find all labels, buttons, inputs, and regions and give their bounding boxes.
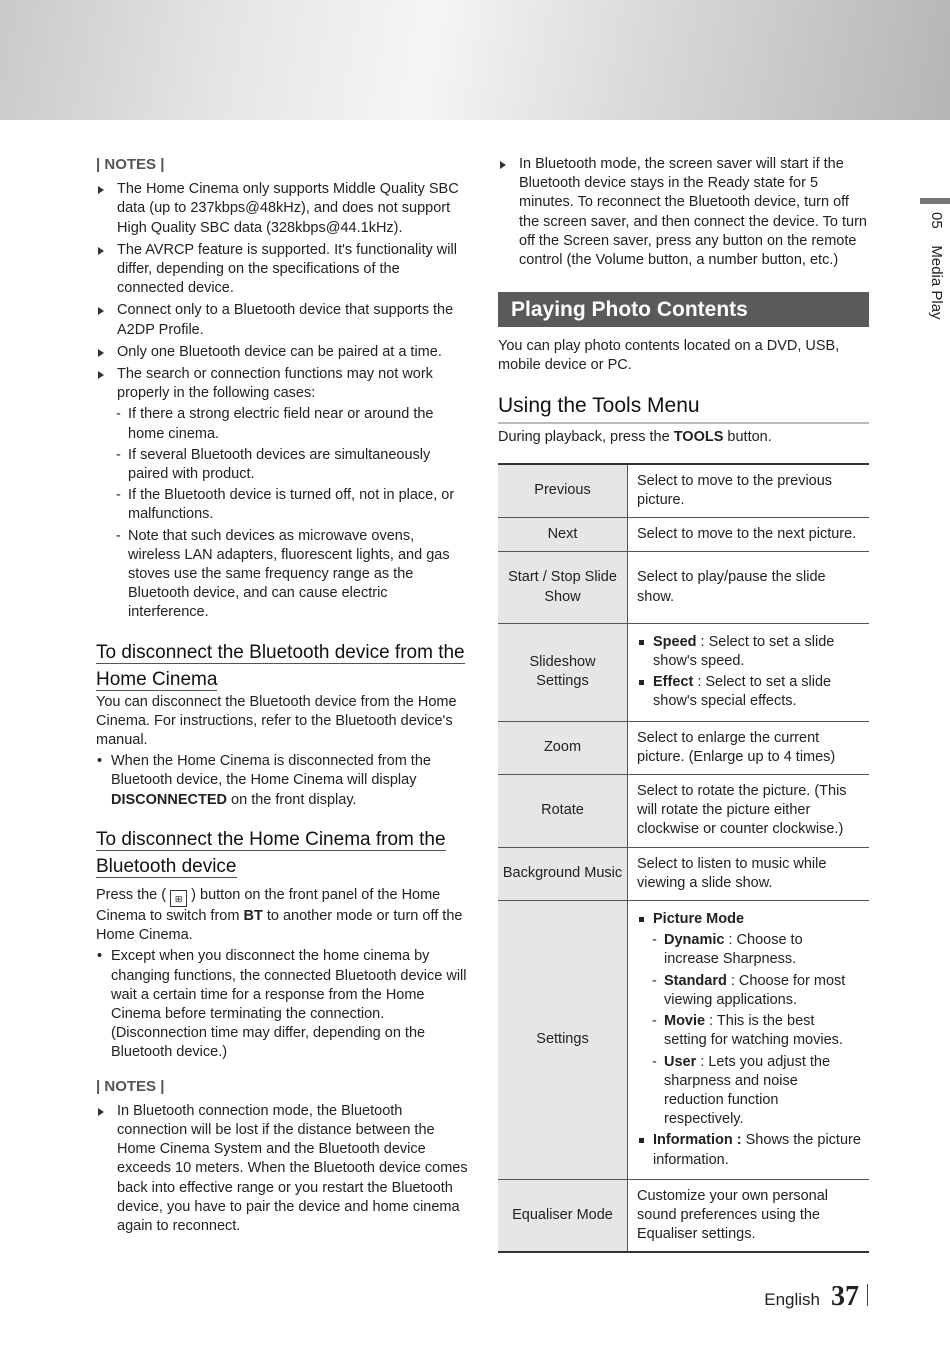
disconnect-device-text: You can disconnect the Bluetooth device from the Home Cinema. For instructions, refer to the Bluetooth device's manual. xyxy=(96,693,457,749)
section-title: Playing Photo Contents xyxy=(498,292,869,327)
notes-label: | NOTES | xyxy=(96,1077,165,1095)
case-item: - If several Bluetooth devices are simultaneously paired with product. xyxy=(117,446,468,484)
row-label: Background Music xyxy=(498,847,628,900)
row-desc: Select to listen to music while viewing a slide show. xyxy=(628,847,870,900)
table-row xyxy=(498,623,869,721)
table-row xyxy=(498,901,869,1180)
row-label: Zoom xyxy=(498,721,628,774)
case-item: - If there a strong electric field near or around the home cinema. xyxy=(117,405,468,443)
row-desc xyxy=(628,901,870,1180)
row-desc: Customize your own personal sound preferences using the Equaliser settings. xyxy=(628,1179,870,1252)
row-label: Next xyxy=(498,518,628,552)
table-row xyxy=(498,1179,869,1252)
notes-list xyxy=(96,180,468,622)
row-label: Start / Stop Slide Show xyxy=(498,552,628,623)
row-desc: Select to play/pause the slide show. xyxy=(628,552,870,623)
mode-item: - User : Lets you adjust the sharpness and noise reduction function respectively. xyxy=(653,1053,861,1130)
row-desc: Select to move to the next picture. xyxy=(628,518,870,552)
header-band xyxy=(0,0,950,120)
note-item: The Home Cinema only supports Middle Quality SBC data (up to 237kbps@48kHz), and does not support High Quality SBC data (328kbps@44.1kHz). xyxy=(96,180,468,238)
notes-label: | NOTES | xyxy=(96,156,165,173)
table-row xyxy=(498,552,869,623)
note-text: The search or connection functions may not work properly in the following cases: xyxy=(117,366,433,402)
mode-item: - Dynamic : Choose to increase Sharpness. xyxy=(653,931,861,969)
option-item: Effect : Select to set a slide show's special effects. xyxy=(637,673,861,711)
note-item xyxy=(96,365,468,623)
subsection-title: Using the Tools Menu xyxy=(498,393,869,424)
left-column xyxy=(96,155,468,1239)
function-button-icon: ⊞ xyxy=(170,890,187,907)
chapter-side-tab xyxy=(920,198,950,328)
option-item: Picture Mode - Dynamic : Choose to increase Sharpness. - Standard : Choose for most viewing applications. - Movie : This is the best setting for watching movies. - User : Lets you adjust the sharpness and noise reduction function respectively. xyxy=(637,910,861,1129)
disconnect-cinema-bullets xyxy=(96,947,468,1062)
case-item: - If the Bluetooth device is turned off, not in place, or malfunctions. xyxy=(117,486,468,524)
note-item: In Bluetooth mode, the screen saver will start if the Bluetooth device stays in the Ready state for 5 minutes. To reconnect the Bluetooth device, turn off the screen saver, and then connect the device. To turn off the Screen saver, press any button on the remote control (the Volume button, a number button, etc.) xyxy=(498,155,869,270)
chapter-label xyxy=(928,212,945,320)
row-label: Settings xyxy=(498,901,628,1180)
note-item: In Bluetooth connection mode, the Bluetooth connection will be lost if the distance between the Home Cinema System and the Bluetooth device exceeds 10 meters. When the Bluetooth device comes back into effective range or you restart the Bluetooth device, you have to pair the device and home cinema again to reconnect. xyxy=(96,1102,468,1236)
page-number: 37 xyxy=(831,1281,859,1312)
table-row xyxy=(498,721,869,774)
subsection-intro: During playback, press the TOOLS button. xyxy=(498,428,772,445)
row-label: Previous xyxy=(498,464,628,518)
table-row xyxy=(498,775,869,848)
row-label: Slideshow Settings xyxy=(498,623,628,721)
notes-list xyxy=(96,1102,468,1236)
row-desc: Select to move to the previous picture. xyxy=(628,464,870,518)
note-item: Only one Bluetooth device can be paired at a time. xyxy=(96,343,468,362)
disconnect-device-bullets xyxy=(96,752,468,810)
footer-language: English xyxy=(764,1290,820,1309)
option-item: Information : Shows the picture information. xyxy=(637,1131,861,1169)
row-desc: Select to enlarge the current picture. (Enlarge up to 4 times) xyxy=(628,721,870,774)
bullet-item: • When the Home Cinema is disconnected from the Bluetooth device, the Home Cinema will display DISCONNECTED on the front display. xyxy=(96,752,468,810)
row-label: Equaliser Mode xyxy=(498,1179,628,1252)
heading-disconnect-device: To disconnect the Bluetooth device from the Home Cinema xyxy=(96,641,465,690)
mode-item: - Standard : Choose for most viewing applications. xyxy=(653,972,861,1010)
case-item: - Note that such devices as microwave ovens, wireless LAN adapters, fluorescent lights, and gas stoves use the same frequency range as the Bluetooth device, and can cause electric interference. xyxy=(117,527,468,623)
heading-disconnect-cinema: To disconnect the Home Cinema from the Bluetooth device xyxy=(96,828,446,877)
table-row xyxy=(498,464,869,518)
disconnect-cinema-text: Press the ( ⊞ ) button on the front panel of the Home Cinema to switch from BT to another mode or turn off the Home Cinema. xyxy=(96,886,463,944)
row-label: Rotate xyxy=(498,775,628,848)
note-item: The AVRCP feature is supported. It's functionality will differ, depending on the specifications of the connected device. xyxy=(96,241,468,299)
notes-list xyxy=(498,155,869,270)
cases-list xyxy=(117,405,468,622)
chapter-number: 05 xyxy=(928,212,945,229)
section-intro: You can play photo contents located on a DVD, USB, mobile device or PC. xyxy=(498,338,840,374)
tools-menu-table xyxy=(498,463,869,1254)
footer-divider xyxy=(867,1284,868,1306)
bullet-item: • Except when you disconnect the home cinema by changing functions, the connected Bluetooth device will wait a certain time for a response from the Home Cinema before terminating the connection. (Disconnection time may differ, depending on the Bluetooth device.) xyxy=(96,947,468,1062)
table-row xyxy=(498,847,869,900)
row-desc: Select to rotate the picture. (This will rotate the picture either clockwise or counter clockwise.) xyxy=(628,775,870,848)
chapter-marker xyxy=(920,198,950,204)
option-item: Speed : Select to set a slide show's speed. xyxy=(637,633,861,671)
table-row xyxy=(498,518,869,552)
mode-item: - Movie : This is the best setting for watching movies. xyxy=(653,1012,861,1050)
right-column xyxy=(498,155,869,1253)
row-desc xyxy=(628,623,870,721)
note-item: Connect only to a Bluetooth device that supports the A2DP Profile. xyxy=(96,301,468,339)
chapter-title: Media Play xyxy=(928,245,945,320)
